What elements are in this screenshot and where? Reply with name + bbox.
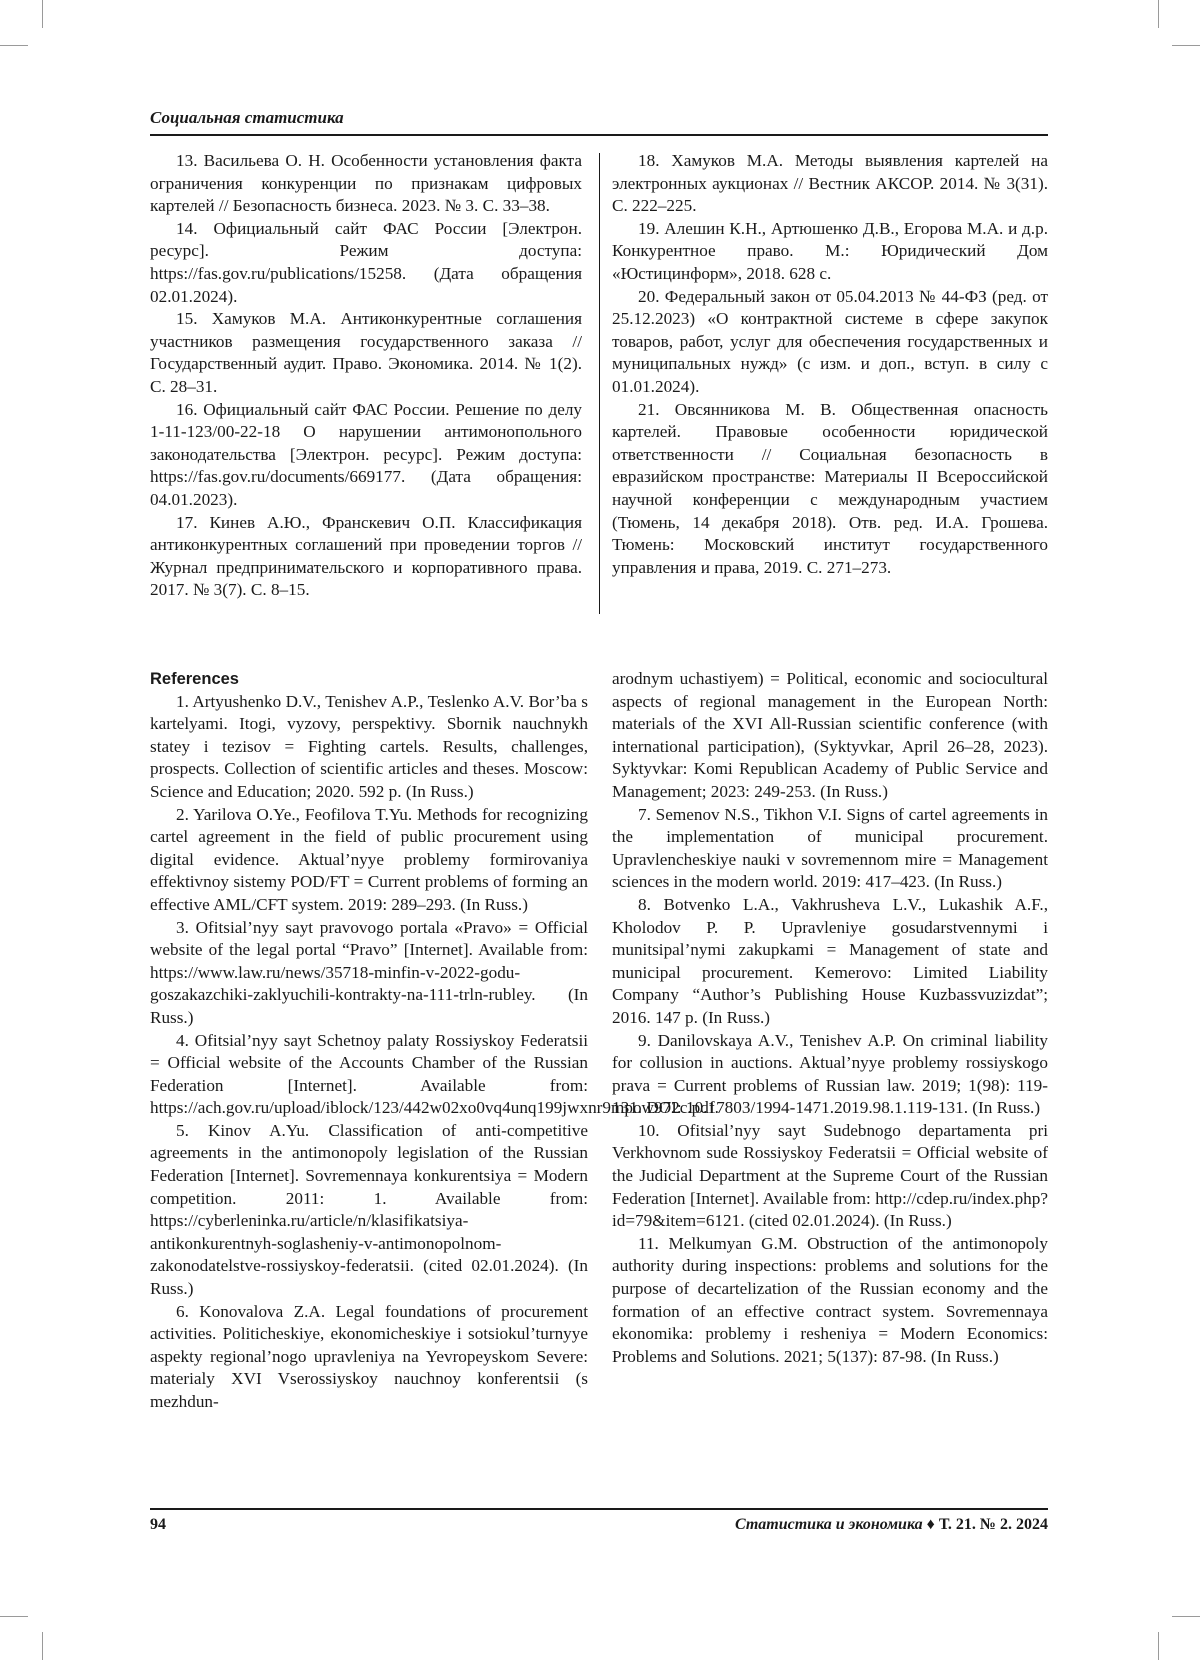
references-left-column [150, 668, 719, 1414]
bibliography-entry: 13. Васильева О. Н. Особенности установления факта ограничения конкуренции по признакам цифровых картелей // Безопасность бизнеса. 2023. № 3. С. 33–38. [150, 151, 582, 216]
journal-name: Статистика и экономика [734, 1516, 923, 1533]
running-head: Социальная статистика [150, 108, 344, 127]
bibliography-ru-left-column [150, 150, 582, 602]
references-heading: References [150, 670, 239, 688]
column-divider [599, 153, 600, 614]
references-right-column [612, 668, 1048, 1368]
reference-entry: 3. Ofitsial’nyy sayt pravovogo portala «Pravo» = Official website of the legal portal “Pravo” [Internet]. Available from: https://www.law.ru/news/35718-minfin-v-2022-godu-goszakazchiki-zaklyuchili-kontrakty-na-111-trln-rubley. (In Russ.) [150, 917, 588, 1027]
journal-issue: Т. 21. № 2. 2024 [938, 1516, 1048, 1533]
bibliography-entry: 15. Хамуков М.А. Антиконкурентные соглашения участников размещения государственного заказа // Государственный аудит. Право. Экономика. 2014. № 1(2). С. 28–31. [150, 309, 582, 396]
reference-entry-continuation: arodnym uchastiyem) = Political, economic and sociocultural aspects of regional management in the European North: materials of the XVI All-Russian scientific conference (with international participation), (Syktyvkar, April 26–28, 2023). Syktyvkar: Komi Republican Academy of Public Service and Management; 2023: 249-253. (In Russ.) [612, 669, 1048, 801]
reference-entry: 2. Yarilova O.Ye., Feofilova T.Yu. Methods for recognizing cartel agreement in the field of public procurement using digital evidence. Aktual’nyye problemy formirovaniya effektivnoy sistemy POD/FT = Current problems of forming an effective AML/CFT system. 2019: 289–293. (In Russ.) [150, 804, 588, 914]
bibliography-entry: 16. Официальный сайт ФАС России. Решение по делу 1-11-123/00-22-18 О нарушении антимонопольного законодательства [Электрон. ресурс]. Режим доступа: https://fas.gov.ru/documents/669177. (Дата обращения: 04.01.2023). [150, 399, 582, 509]
crop-mark [1172, 45, 1200, 46]
bibliography-entry: 21. Овсянникова М. В. Общественная опасность картелей. Правовые особенности юридической ответственности // Социальная безопасность в евразийском пространстве: Материалы II Всероссийской научной конференции с международным участием (Тюмень, 14 декабря 2018). Отв. ред. И.А. Грошева. Тюмень: Московский институт государственного управления и права, 2019. С. 271–273. [612, 399, 1048, 577]
reference-entry: 7. Semenov N.S., Tikhon V.I. Signs of cartel agreements in the implementation of municipal procurement. Upravlencheskiye nauki v sovremennom mire = Management sciences in the modern world. 2019: 417–423. (In Russ.) [612, 804, 1048, 892]
header-rule [150, 134, 1048, 136]
reference-entry: 6. Konovalova Z.A. Legal foundations of procurement activities. Politicheskiye, ekonomicheskiye i sotsiokul’turnyye aspekty regional’nogo upravleniya na Yevropeyskom Severe: materialy XVI Vserossiyskoy nauchnoy konferentsii (s mezhdun- [150, 1301, 588, 1411]
bibliography-entry: 14. Официальный сайт ФАС России [Электрон. ресурс]. Режим доступа: https://fas.gov.ru/publications/15258. (Дата обращения 02.01.2024). [150, 218, 582, 306]
bibliography-entry: 20. Федеральный закон от 05.04.2013 № 44-ФЗ (ред. от 25.12.2023) «О контрактной системе в сфере закупок товаров, работ, услуг для обеспечения государственных и муниципальных нужд» (с изм. и доп., вступ. в силу с 01.01.2024). [612, 286, 1048, 396]
crop-mark [1158, 0, 1159, 28]
reference-entry: 10. Ofitsial’nyy sayt Sudebnogo departamenta pri Verkhovnom sude Rossiyskoy Federatsii = Official website of the Judicial Department at the Supreme Court of the Russian Federation [Internet]. Available from: http://cdep.ru/index.php?id=79&item=6121. (cited 02.01.2024). (In Russ.) [612, 1120, 1048, 1231]
reference-entry: 4. Ofitsial’nyy sayt Schetnoy palaty Rossiyskoy Federatsii = Official website of the Accounts Chamber of the Russian Federation [Internet]. Available from: https://ach.gov.ru/upload/iblock/123/442w02xo0vq4unq199jwxnr9mpow972c.pdf. [150, 1030, 719, 1118]
bibliography-ru-right-column [612, 150, 1048, 579]
crop-mark [0, 1616, 28, 1617]
crop-mark [1158, 1632, 1159, 1660]
bibliography-entry: 19. Алешин К.Н., Артюшенко Д.В., Егорова М.А. и д.р. Конкурентное право. М.: Юридический Дом «Юстицинформ», 2018. 628 с. [612, 218, 1048, 283]
reference-entry: 8. Botvenko L.A., Vakhrusheva L.V., Lukashik A.F., Kholodov P. P. Upravleniye gosudarstvennymi i munitsipal’nymi zakupkami = Management of state and municipal procurement. Kemerovo: Limited Liability Company “Author’s Publishing House Kuzbassvuzizdat”; 2016. 147 p. (In Russ.) [612, 894, 1048, 1027]
diamond-separator-icon: ♦ [926, 1516, 935, 1533]
journal-info [735, 1516, 1048, 1534]
page-number: 94 [150, 1516, 166, 1533]
reference-entry: 9. Danilovskaya A.V., Tenishev A.P. On criminal liability for collusion in auctions. Aktual’nyye problemy rossiyskogo prava = Current problems of Russian law. 2019; 1(98): 119-131. DOI: 10.17803/1994-1471.2019.98.1.119-131. (In Russ.) [612, 1030, 1048, 1118]
crop-mark [42, 0, 43, 28]
reference-entry: 11. Melkumyan G.M. Obstruction of the antimonopoly authority during inspections: problems and solutions for the purpose of decartelization of the Russian economy and the formation of an effective contract system. Sovremennaya ekonomika: problemy i resheniya = Modern Economics: Problems and Solutions. 2021; 5(137): 87-98. (In Russ.) [612, 1233, 1048, 1366]
crop-mark [0, 45, 28, 46]
reference-entry: 1. Artyushenko D.V., Tenishev A.P., Teslenko A.V. Bor’ba s kartelyami. Itogi, vyzovy, perspektivy. Sbornik nauchnykh statey i tezisov = Fighting cartels. Results, challenges, prospects. Collection of scientific articles and theses. Moscow: Science and Education; 2020. 592 p. (In Russ.) [150, 691, 588, 801]
crop-mark [42, 1632, 43, 1660]
reference-entry: 5. Kinov A.Yu. Classification of anti-competitive agreements in the antimonopoly legislation of the Russian Federation [Internet]. Sovremennaya konkurentsiya = Modern competition. 2011: 1. Available from: https://cyberleninka.ru/article/n/klasifikatsiya-antikonkurentnyh-soglasheniy-v-antimonopolnom-zakonodatelstve-rossiyskoy-federatsii. (cited 02.01.2024). (In Russ.) [150, 1120, 588, 1299]
bibliography-entry: 18. Хамуков М.А. Методы выявления картелей на электронных аукционах // Вестник АКСОР. 2014. № 3(31). С. 222–225. [612, 151, 1048, 216]
footer-rule [150, 1508, 1048, 1510]
crop-mark [1172, 1616, 1200, 1617]
bibliography-entry: 17. Кинев А.Ю., Франскевич О.П. Классификация антиконкурентных соглашений при проведении торгов // Журнал предпринимательского и корпоративного права. 2017. № 3(7). С. 8–15. [150, 512, 582, 600]
